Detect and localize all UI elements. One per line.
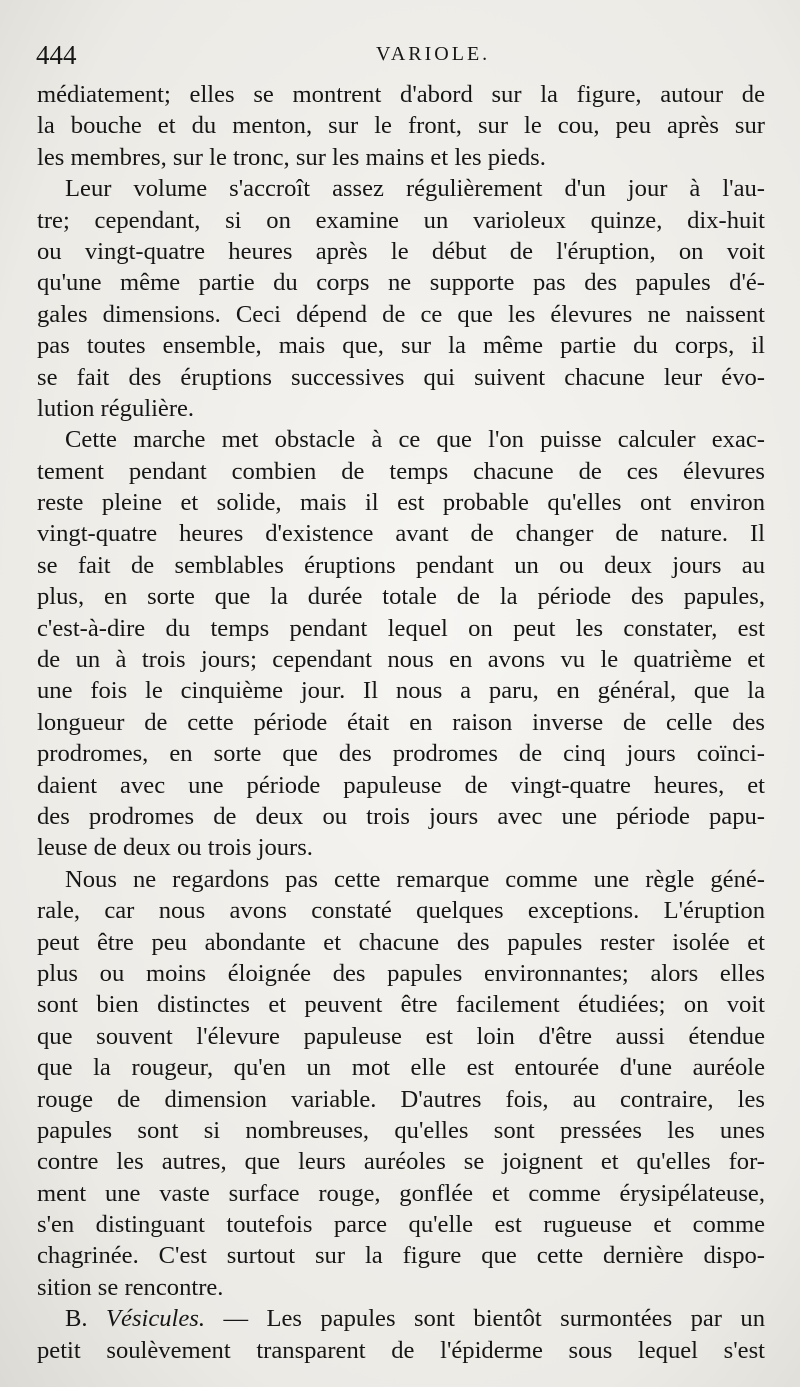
text-line: se fait de semblables éruptions pendant un ou deux jours au	[37, 551, 765, 579]
text-line: ou vingt-quatre heures après le début de l'éruption, on voit	[37, 237, 765, 265]
text-line: la bouche et du menton, sur le front, sur le cou, peu après sur	[37, 112, 765, 140]
text-line: leuse de deux ou trois jours.	[37, 834, 313, 862]
text-line: plus ou moins éloignée des papules environnantes; alors elles	[37, 959, 765, 987]
text-line: papules sont si nombreuses, qu'elles sont pressées les unes	[37, 1116, 765, 1144]
text-line: que souvent l'élevure papuleuse est loin d'être aussi étendue	[37, 1022, 765, 1050]
text-line: s'en distinguant toutefois parce qu'elle est rugueuse et comme	[37, 1211, 765, 1239]
text-line: tement pendant combien de temps chacune de ces élevures	[37, 457, 765, 485]
body-text	[37, 79, 765, 1366]
text-line: tre; cependant, si on examine un varioleux quinze, dix-huit	[37, 206, 765, 234]
text-line: sont bien distinctes et peuvent être facilement étudiées; on voit	[37, 991, 765, 1019]
text-line: pas toutes ensemble, mais que, sur la même partie du corps, il	[37, 332, 765, 360]
text-line: qu'une même partie du corps ne supporte pas des papules d'é-	[37, 269, 765, 297]
text-line: que la rougeur, qu'en un mot elle est entourée d'une auréole	[37, 1054, 765, 1082]
text-line: c'est-à-dire du temps pendant lequel on peut les constater, est	[37, 614, 765, 642]
text-line: médiatement; elles se montrent d'abord sur la figure, autour de	[37, 81, 765, 108]
text-line: une fois le cinquième jour. Il nous a paru, en général, que la	[37, 677, 765, 705]
section-b-line	[37, 1303, 765, 1334]
section-b-text: — Les papules sont bientôt surmontées par un	[205, 1305, 766, 1333]
text-line: rouge de dimension variable. D'autres fois, au contraire, les	[37, 1085, 765, 1113]
running-title: VARIOLE.	[376, 43, 491, 65]
text-line: lution régulière.	[37, 394, 195, 422]
text-line: petit soulèvement transparent de l'épiderme sous lequel s'est	[37, 1336, 765, 1364]
text-line: gales dimensions. Ceci dépend de ce que les élevures ne naissent	[37, 300, 765, 328]
text-line: de un à trois jours; cependant nous en avons vu le quatrième et	[37, 646, 765, 674]
text-line: les membres, sur le tronc, sur les mains et les pieds.	[37, 143, 546, 171]
text-line: vingt-quatre heures d'existence avant de changer de nature. Il	[37, 520, 765, 548]
text-line: Leur volume s'accroît assez régulièrement d'un jour à l'au-	[65, 175, 765, 203]
text-line: des prodromes de deux ou trois jours avec une période papu-	[37, 802, 765, 830]
text-line: se fait des éruptions successives qui suivent chacune leur évo-	[37, 363, 765, 391]
page-number: 444	[36, 40, 77, 70]
text-line: peut être peu abondante et chacune des papules rester isolée et	[37, 928, 765, 956]
text-lines	[37, 79, 765, 1303]
text-line: contre les autres, que leurs auréoles se joignent et qu'elles for-	[37, 1148, 765, 1176]
section-b-label: B.	[65, 1305, 88, 1333]
section-b-heading: Vésicules.	[106, 1305, 206, 1333]
text-line: Cette marche met obstacle à ce que l'on puisse calculer exac-	[65, 426, 765, 454]
text-line: prodromes, en sorte que des prodromes de cinq jours coïnci-	[37, 740, 765, 768]
page-header	[36, 34, 766, 74]
text-line: daient avec une période papuleuse de vingt-quatre heures, et	[37, 771, 765, 799]
text-line: ment une vaste surface rouge, gonflée et comme érysipélateuse,	[37, 1179, 765, 1207]
text-line: Nous ne regardons pas cette remarque comme une règle géné-	[65, 865, 765, 893]
text-line: rale, car nous avons constaté quelques exceptions. L'éruption	[37, 897, 765, 925]
text-line: sition se rencontre.	[37, 1273, 224, 1301]
text-line: plus, en sorte que la durée totale de la période des papules,	[37, 583, 765, 611]
text-line: longueur de cette période était en raison inverse de celle des	[37, 708, 765, 736]
text-line: reste pleine et solide, mais il est probable qu'elles ont environ	[37, 489, 765, 517]
text-line: chagrinée. C'est surtout sur la figure que cette dernière dispo-	[37, 1242, 765, 1270]
